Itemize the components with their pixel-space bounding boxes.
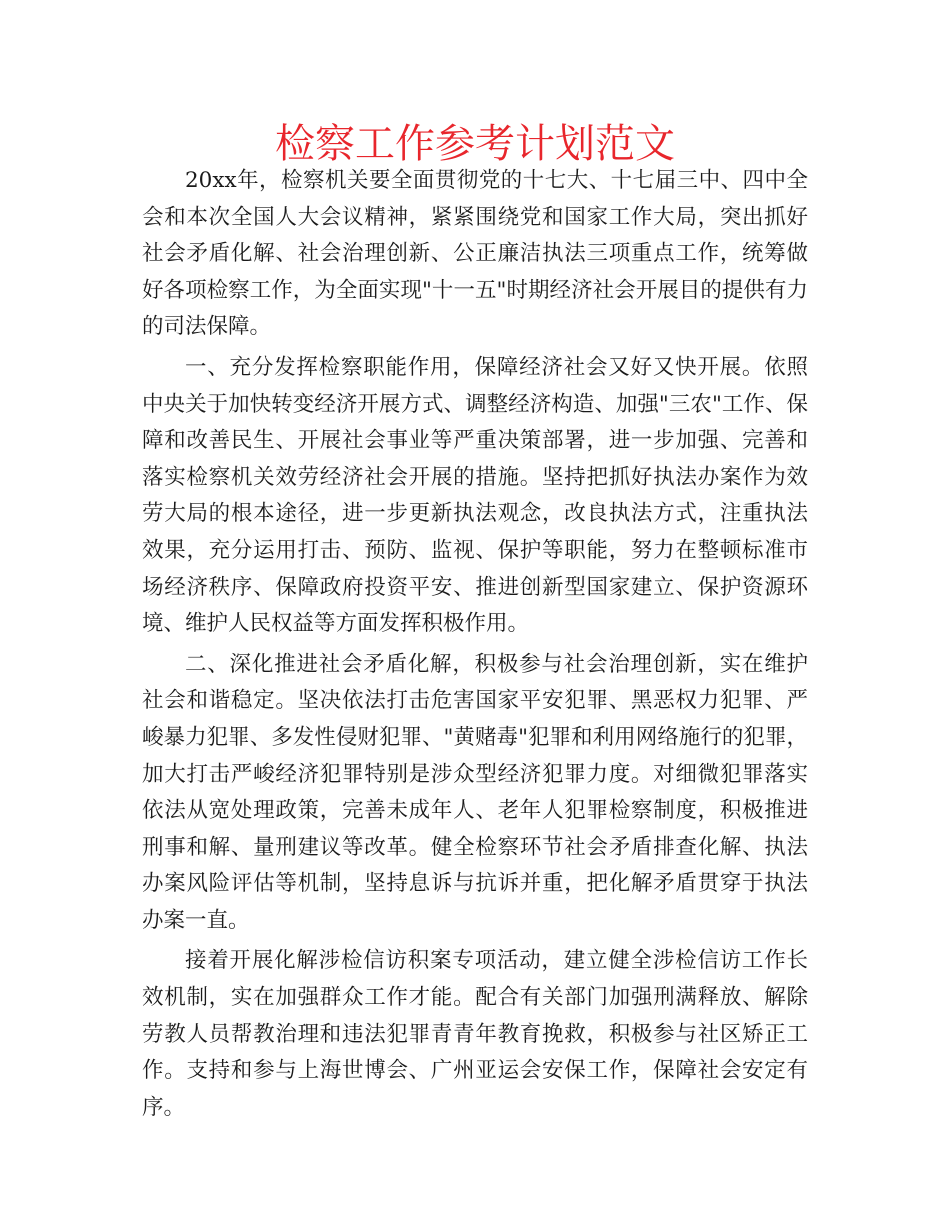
paragraph-intro: 20xx年，检察机关要全面贯彻党的十七大、十七届三中、四中全会和本次全国人大会议精神，紧紧围绕党和国家工作大局，突出抓好社会矛盾化解、社会治理创新、公正廉洁执法三项重点工作，统筹做好各项检察工作，为全面实现"十一五"时期经济社会开展目的提供有力的司法保障。 (142, 168, 808, 340)
document-body (142, 163, 808, 1126)
paragraph-section-two: 二、深化推进社会矛盾化解，积极参与社会治理创新，实在维护社会和谐稳定。坚决依法打击危害国家平安犯罪、黑恶权力犯罪、严峻暴力犯罪、多发性侵财犯罪、"黄赌毒"犯罪和利用网络施行的犯罪，加大打击严峻经济犯罪特别是涉众型经济犯罪力度。对细微犯罪落实依法从宽处理政策，完善未成年人、老年人犯罪检察制度，积极推进刑事和解、量刑建议等改革。健全检察环节社会矛盾排查化解、执法办案风险评估等机制，坚持息诉与抗诉并重，把化解矛盾贯穿于执法办案一直。 (142, 651, 808, 933)
document-title: 检察工作参考计划范文 (275, 121, 675, 167)
paragraph-section-one: 一、充分发挥检察职能作用，保障经济社会又好又快开展。依照中央关于加快转变经济开展方式、调整经济构造、加强"三农"工作、保障和改善民生、开展社会事业等严重决策部署，进一步加强、完善和落实检察机关效劳经济社会开展的措施。坚持把抓好执法办案作为效劳大局的根本途径，进一步更新执法观念，改良执法方式，注重执法效果，充分运用打击、预防、监视、保护等职能，努力在整顿标准市场经济秩序、保障政府投资平安、推进创新型国家建立、保护资源环境、维护人民权益等方面发挥积极作用。 (142, 354, 808, 637)
paragraph-continuation: 接着开展化解涉检信访积案专项活动，建立健全涉检信访工作长效机制，实在加强群众工作才能。配合有关部门加强刑满释放、解除劳教人员帮教治理和违法犯罪青青年教育挽救，积极参与社区矫正工作。支持和参与上海世博会、广州亚运会安保工作，保障社会安定有序。 (142, 948, 808, 1120)
